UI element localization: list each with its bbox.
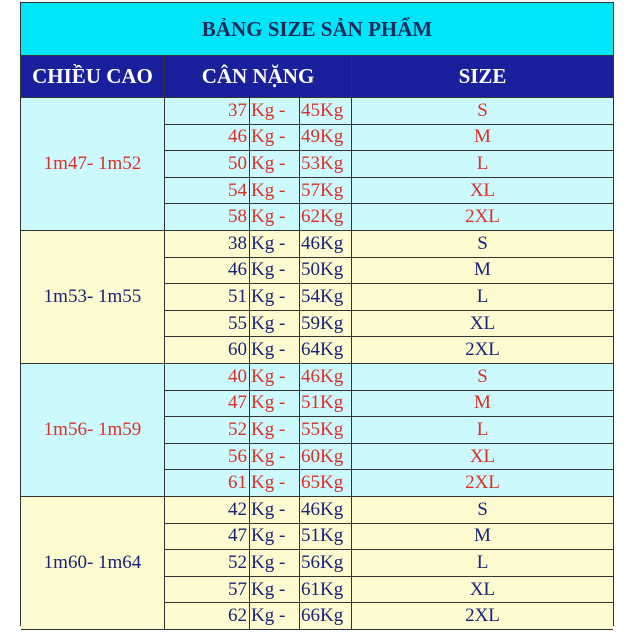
weight-min: 62 [165,603,250,630]
table-row [165,337,613,364]
weight-unit: Kg [320,578,344,600]
weight-min: 47 [165,391,250,418]
weight-max: 50 Kg [300,258,352,285]
table-row [165,444,613,471]
weight-min: 58 [165,204,250,231]
weight-max: 62 Kg [300,204,352,231]
table-row [165,603,613,630]
weight-min: 55 [165,311,250,338]
weight-unit: Kg [320,605,344,627]
table-row [165,98,613,125]
weight-separator: Kg - [250,258,300,285]
weight-max: 55 Kg [300,417,352,444]
size-value: 2XL [352,470,613,497]
size-value: S [352,497,613,524]
weight-separator: Kg - [250,444,300,471]
weight-max: 53 Kg [300,151,352,178]
size-value: 2XL [352,204,613,231]
weight-unit: Kg [320,365,344,387]
table-row [165,178,613,205]
table-row [165,151,613,178]
weight-unit: Kg [320,259,344,281]
weight-unit: Kg [320,126,344,148]
table-row [165,204,613,231]
weight-unit: Kg [320,551,344,573]
size-value: M [352,391,613,418]
size-value: S [352,98,613,125]
weight-separator: Kg - [250,364,300,391]
weight-unit: Kg [320,232,344,254]
table-title: BẢNG SIZE SẢN PHẨM [21,3,613,56]
weight-max: 45 Kg [300,98,352,125]
weight-separator: Kg - [250,151,300,178]
height-range-cell: 1m60- 1m64 [21,497,165,630]
weight-separator: Kg - [250,497,300,524]
table-row [165,577,613,604]
weight-max: 65 Kg [300,470,352,497]
size-value: M [352,524,613,551]
height-range-cell: 1m53- 1m55 [21,231,165,364]
weight-unit: Kg [320,312,344,334]
weight-unit: Kg [320,472,344,494]
height-group [21,497,613,630]
size-value: XL [352,311,613,338]
size-value: M [352,258,613,285]
weight-max: 56 Kg [300,550,352,577]
weight-min: 51 [165,284,250,311]
weight-max: 46 Kg [300,364,352,391]
table-row [165,497,613,524]
weight-separator: Kg - [250,125,300,152]
table-row [165,470,613,497]
weight-separator: Kg - [250,577,300,604]
weight-unit: Kg [320,206,344,228]
weight-unit: Kg [320,525,344,547]
weight-min: 37 [165,98,250,125]
size-value: 2XL [352,603,613,630]
table-row [165,284,613,311]
header-size: SIZE [352,56,613,98]
weight-max: 46 Kg [300,231,352,258]
weight-unit: Kg [320,152,344,174]
weight-min: 46 [165,258,250,285]
weight-unit: Kg [320,498,344,520]
weight-max: 51 Kg [300,524,352,551]
size-value: L [352,151,613,178]
weight-min: 50 [165,151,250,178]
weight-separator: Kg - [250,337,300,364]
size-value: S [352,364,613,391]
header-height: CHIỀU CAO [21,56,165,98]
table-row [165,417,613,444]
weight-max: 61 Kg [300,577,352,604]
weight-min: 40 [165,364,250,391]
weight-separator: Kg - [250,470,300,497]
weight-unit: Kg [320,392,344,414]
weight-min: 46 [165,125,250,152]
weight-separator: Kg - [250,204,300,231]
weight-separator: Kg - [250,98,300,125]
size-value: XL [352,444,613,471]
weight-separator: Kg - [250,284,300,311]
table-row [165,524,613,551]
weight-unit: Kg [320,418,344,440]
header-weight: CÂN NẶNG [165,56,352,98]
table-row [165,550,613,577]
weight-separator: Kg - [250,311,300,338]
table-row [165,311,613,338]
height-group [21,98,613,231]
table-row [165,125,613,152]
weight-max: 57 Kg [300,178,352,205]
weight-max: 60 Kg [300,444,352,471]
weight-separator: Kg - [250,231,300,258]
weight-unit: Kg [320,285,344,307]
weight-min: 56 [165,444,250,471]
weight-min: 52 [165,550,250,577]
weight-min: 57 [165,577,250,604]
weight-max: 51 Kg [300,391,352,418]
weight-max: 59 Kg [300,311,352,338]
weight-min: 52 [165,417,250,444]
size-value: XL [352,178,613,205]
table-row [165,231,613,258]
weight-unit: Kg [320,99,344,121]
weight-min: 60 [165,337,250,364]
size-value: M [352,125,613,152]
height-range-cell: 1m47- 1m52 [21,98,165,231]
size-value: XL [352,577,613,604]
table-row [165,391,613,418]
table-row [165,258,613,285]
weight-min: 47 [165,524,250,551]
weight-min: 38 [165,231,250,258]
size-value: L [352,417,613,444]
weight-separator: Kg - [250,417,300,444]
weight-max: 49 Kg [300,125,352,152]
weight-min: 54 [165,178,250,205]
weight-separator: Kg - [250,603,300,630]
weight-unit: Kg [320,339,344,361]
size-value: L [352,284,613,311]
height-group [21,231,613,364]
size-value: 2XL [352,337,613,364]
size-chart-table [20,2,614,626]
weight-unit: Kg [320,179,344,201]
weight-separator: Kg - [250,178,300,205]
size-value: L [352,550,613,577]
weight-max: 64 Kg [300,337,352,364]
weight-max: 66 Kg [300,603,352,630]
weight-separator: Kg - [250,524,300,551]
table-row [165,364,613,391]
size-value: S [352,231,613,258]
weight-max: 46 Kg [300,497,352,524]
weight-max: 54 Kg [300,284,352,311]
weight-min: 42 [165,497,250,524]
weight-unit: Kg [320,445,344,467]
height-range-cell: 1m56- 1m59 [21,364,165,497]
weight-separator: Kg - [250,391,300,418]
height-group [21,364,613,497]
weight-separator: Kg - [250,550,300,577]
weight-min: 61 [165,470,250,497]
